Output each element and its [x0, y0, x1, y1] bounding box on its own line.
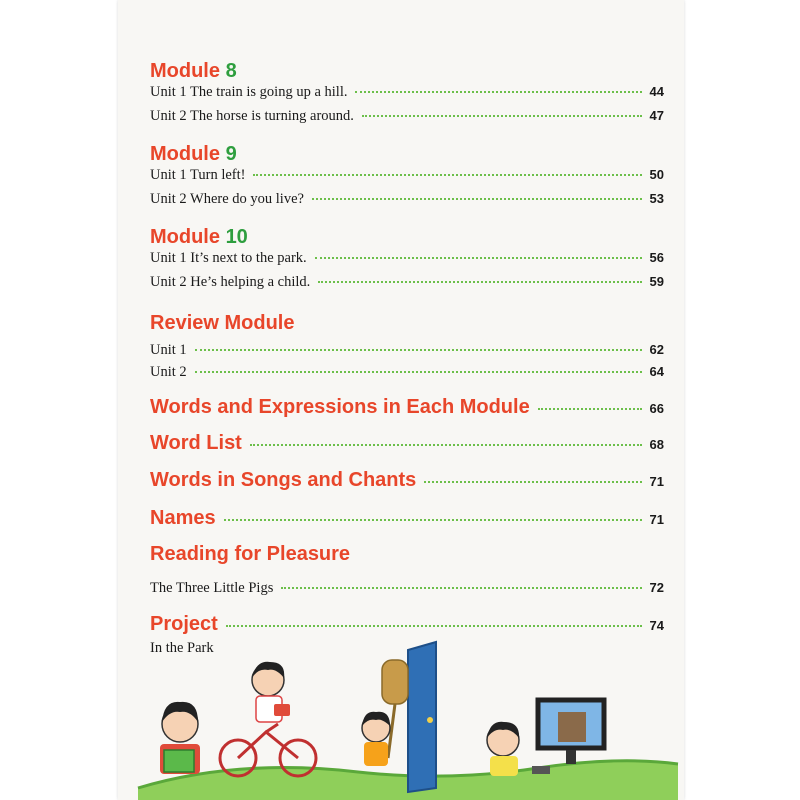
unit-title: Unit 2 — [150, 364, 187, 380]
page-number: 71 — [649, 512, 664, 527]
page-number: 56 — [649, 250, 664, 265]
module-label: Module — [150, 143, 220, 165]
leader-dots — [281, 587, 641, 589]
unit-title: Unit 1 The train is going up a hill. — [150, 84, 348, 100]
leader-dots — [424, 481, 641, 483]
page-number: 66 — [649, 401, 664, 416]
leader-dots — [312, 198, 642, 200]
toc-entry[interactable] — [150, 274, 664, 291]
book-icon — [164, 750, 194, 772]
unit-title: Unit 1 Turn left! — [150, 167, 246, 183]
page-number: 50 — [649, 167, 664, 182]
project-subtitle: In the Park — [150, 640, 214, 656]
page-number: 62 — [649, 342, 664, 357]
module-9-heading — [150, 143, 664, 166]
module-8-heading — [150, 60, 664, 83]
page-number: 64 — [649, 364, 664, 379]
section-title: Words and Expressions in Each Module — [150, 396, 530, 418]
leader-dots — [250, 444, 642, 446]
module-number: 10 — [225, 226, 248, 248]
page-number: 44 — [649, 84, 664, 99]
door-icon — [408, 642, 436, 792]
page-number: 71 — [649, 474, 664, 489]
module-label: Module — [150, 226, 220, 248]
story-title: The Three Little Pigs — [150, 580, 274, 596]
module-10-heading — [150, 226, 664, 249]
toc-entry[interactable] — [150, 108, 664, 125]
project-title: Project — [150, 613, 218, 635]
leader-dots — [253, 174, 641, 176]
module-number: 8 — [225, 60, 237, 82]
toc-section[interactable] — [150, 432, 664, 455]
child-reading — [160, 702, 200, 774]
toc-entry[interactable] — [150, 84, 664, 101]
page-number: 72 — [649, 580, 664, 595]
toc-section[interactable] — [150, 613, 664, 636]
unit-title: Unit 2 Where do you live? — [150, 191, 304, 207]
leader-dots — [318, 281, 641, 283]
toc-entry[interactable] — [150, 364, 664, 381]
leader-dots — [538, 408, 642, 410]
section-title: Names — [150, 507, 216, 529]
remote-control-icon — [532, 766, 550, 774]
child-with-broom — [362, 642, 436, 792]
section-title: Words in Songs and Chants — [150, 469, 417, 491]
page-number: 74 — [649, 618, 664, 633]
leader-dots — [195, 349, 642, 351]
leader-dots — [195, 371, 642, 373]
toc-entry[interactable] — [150, 342, 664, 359]
leader-dots — [362, 115, 642, 117]
module-number: 9 — [225, 143, 237, 165]
toc-section[interactable] — [150, 469, 664, 492]
reading-title: Reading for Pleasure — [150, 543, 351, 565]
section-title: Word List — [150, 432, 242, 454]
unit-title: Unit 2 The horse is turning around. — [150, 108, 354, 124]
leader-dots — [226, 625, 642, 627]
unit-title: Unit 2 He’s helping a child. — [150, 274, 311, 290]
broom-icon — [382, 660, 408, 704]
reading-heading — [150, 543, 664, 566]
unit-title: Unit 1 It’s next to the park. — [150, 250, 307, 266]
child-on-bicycle — [220, 662, 316, 776]
page-number: 68 — [649, 437, 664, 452]
module-label: Module — [150, 60, 220, 82]
toc-entry[interactable] — [150, 167, 664, 184]
unit-title: Unit 1 — [150, 342, 187, 358]
contents-page — [118, 0, 684, 800]
toc-entry[interactable] — [150, 580, 664, 597]
toc-entry[interactable] — [150, 191, 664, 208]
leader-dots — [355, 91, 641, 93]
toc-section[interactable] — [150, 507, 664, 530]
leader-dots — [224, 519, 642, 521]
toc-entry[interactable] — [150, 250, 664, 267]
toc-section[interactable] — [150, 396, 664, 419]
page-number: 59 — [649, 274, 664, 289]
leader-dots — [315, 257, 642, 259]
review-module-heading — [150, 312, 664, 335]
page-number: 53 — [649, 191, 664, 206]
review-title: Review Module — [150, 312, 295, 334]
children-illustration — [118, 640, 684, 800]
page-number: 47 — [649, 108, 664, 123]
